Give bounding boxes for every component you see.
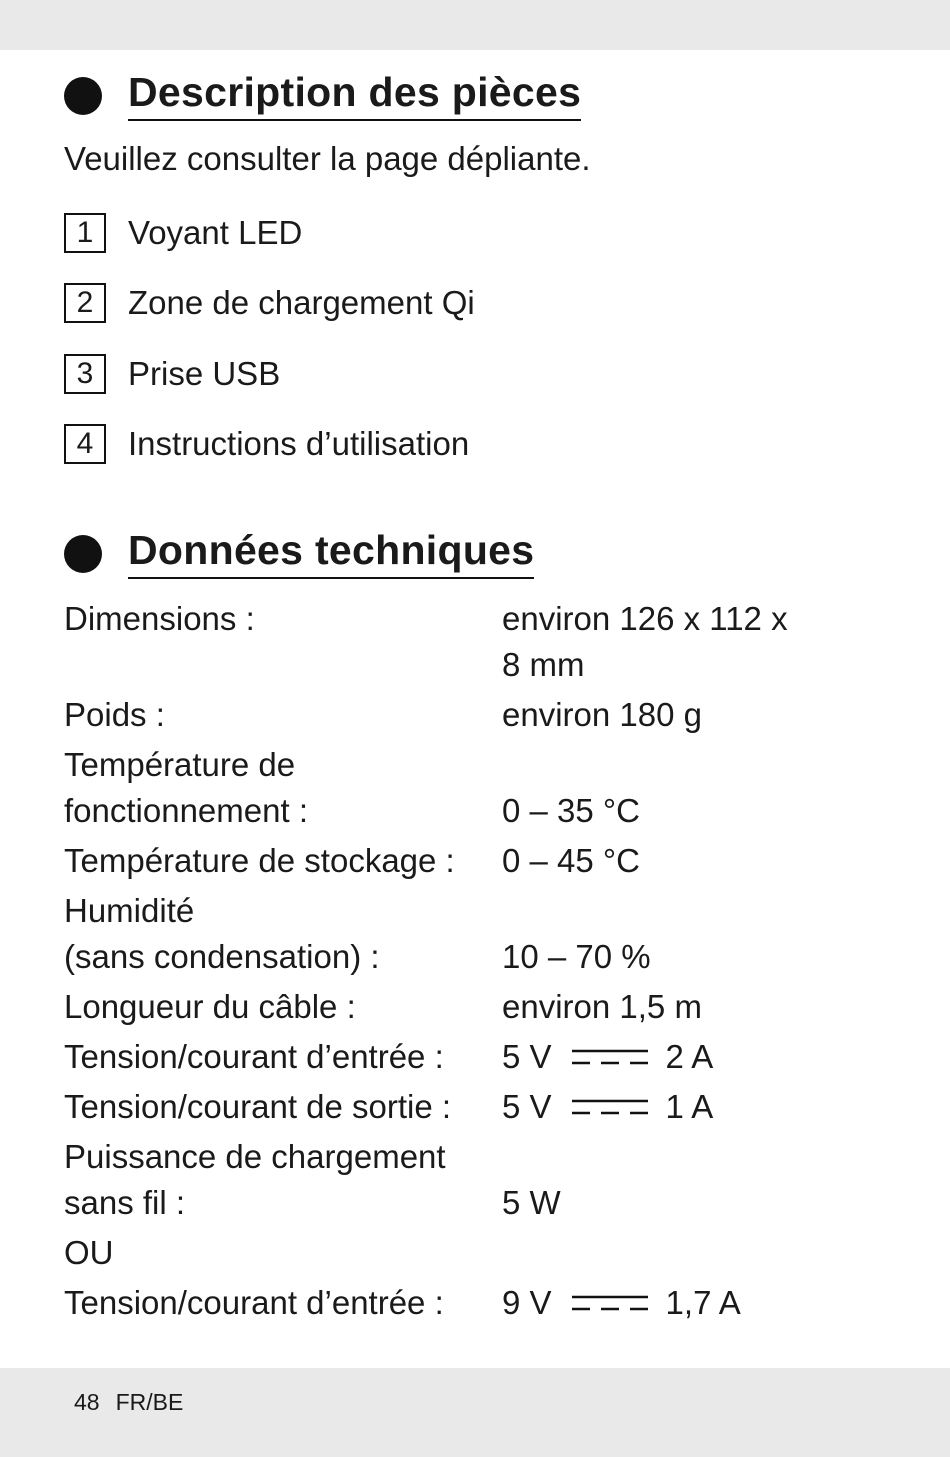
- spec-value: 0 – 35 °C: [502, 792, 640, 829]
- current-value: 1 A: [665, 1088, 714, 1125]
- spec-row: [64, 1084, 924, 1130]
- spec-row: [64, 1280, 924, 1326]
- section-title: Données techniques: [128, 528, 534, 579]
- spec-value: [502, 1280, 741, 1326]
- spec-label: sans fil :: [64, 1184, 186, 1221]
- spec-row: [64, 742, 924, 788]
- bullet-icon: [64, 535, 102, 573]
- bullet-icon: [64, 77, 102, 115]
- page-footer: [74, 1389, 199, 1416]
- spec-row: [64, 1134, 924, 1180]
- current-value: 1,7 A: [665, 1284, 741, 1321]
- part-label: Instructions d’utilisation: [128, 425, 470, 462]
- specs-table: [64, 596, 924, 1326]
- spec-label: Longueur du câble :: [64, 988, 356, 1025]
- spec-row: [64, 1034, 924, 1080]
- spec-value: environ 1,5 m: [502, 988, 702, 1025]
- part-number: 2: [64, 283, 106, 323]
- dc-current-icon: [572, 1096, 648, 1118]
- section-heading-specs: [64, 528, 534, 579]
- voltage-value: 5 V: [502, 1038, 552, 1075]
- list-item: [64, 351, 280, 397]
- spec-label: Puissance de chargement: [64, 1138, 446, 1175]
- spec-value: [502, 1034, 713, 1080]
- spec-value: [502, 1084, 713, 1130]
- section-heading-parts: [64, 70, 581, 121]
- spec-value: 0 – 45 °C: [502, 842, 640, 879]
- spec-row-continued: [64, 1180, 924, 1226]
- list-item: [64, 421, 469, 467]
- section-title: Description des pièces: [128, 70, 581, 121]
- spec-value: environ 180 g: [502, 696, 702, 733]
- spec-value: 10 – 70 %: [502, 938, 651, 975]
- part-label: Prise USB: [128, 355, 281, 392]
- spec-value: environ 126 x 112 x: [502, 600, 788, 637]
- spec-label: Tension/courant de sortie :: [64, 1088, 452, 1125]
- spec-label: Tension/courant d’entrée :: [64, 1038, 444, 1075]
- spec-value: 8 mm: [502, 646, 585, 683]
- spec-row: [64, 596, 924, 642]
- part-label: Voyant LED: [128, 214, 303, 251]
- top-band: [0, 0, 950, 50]
- spec-row: [64, 984, 924, 1030]
- spec-label: Tension/courant d’entrée :: [64, 1284, 444, 1321]
- dc-current-icon: [572, 1292, 648, 1314]
- spec-row: [64, 838, 924, 884]
- page-number: 48: [74, 1389, 100, 1415]
- spec-row: [64, 888, 924, 934]
- spec-label: Température de: [64, 746, 296, 783]
- spec-label: fonctionnement :: [64, 792, 308, 829]
- spec-row-continued: [64, 788, 924, 834]
- current-value: 2 A: [665, 1038, 714, 1075]
- voltage-value: 5 V: [502, 1088, 552, 1125]
- spec-row-continued: [64, 934, 924, 980]
- part-number: 1: [64, 213, 106, 253]
- or-separator: OU: [64, 1234, 114, 1271]
- spec-row: [64, 692, 924, 738]
- dc-current-icon: [572, 1046, 648, 1068]
- locale-label: FR/BE: [115, 1389, 184, 1415]
- part-number: 4: [64, 424, 106, 464]
- spec-value: 5 W: [502, 1184, 561, 1221]
- spec-row-continued: [64, 642, 924, 688]
- spec-label: Dimensions :: [64, 600, 255, 637]
- part-number: 3: [64, 354, 106, 394]
- list-item: [64, 210, 302, 256]
- part-label: Zone de chargement Qi: [128, 284, 475, 321]
- list-item: [64, 280, 475, 326]
- spec-label: Poids :: [64, 696, 165, 733]
- spec-label: (sans condensation) :: [64, 938, 380, 975]
- voltage-value: 9 V: [502, 1284, 552, 1321]
- intro-text: Veuillez consulter la page dépliante.: [64, 140, 591, 177]
- spec-label: Humidité: [64, 892, 195, 929]
- spec-label: Température de stockage :: [64, 842, 455, 879]
